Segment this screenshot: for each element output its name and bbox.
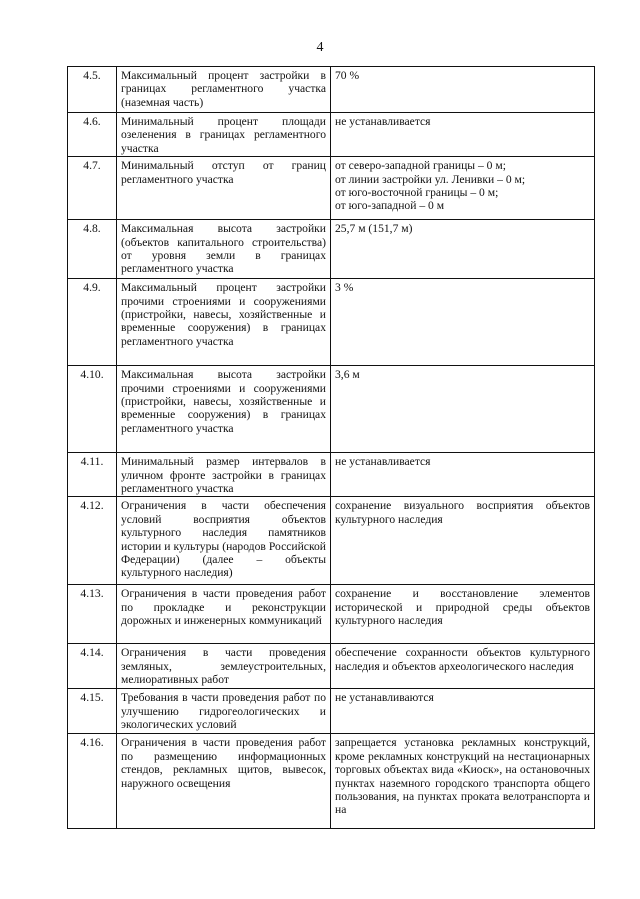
table-row [68, 644, 595, 689]
row-number: 4.8. [68, 220, 117, 279]
page-number: 4 [316, 40, 324, 55]
parameter-value [331, 497, 595, 585]
parameter-value [331, 453, 595, 497]
parameter-value [331, 585, 595, 644]
parameter-value [331, 734, 595, 829]
value-line: 25,7 м (151,7 м) [335, 222, 413, 236]
regulation-table [67, 66, 595, 829]
value-line: от северо-западной границы – 0 м; [335, 159, 506, 173]
table-row [68, 585, 595, 644]
table-row [68, 497, 595, 585]
table-row [68, 220, 595, 279]
row-number: 4.11. [68, 453, 117, 497]
value-line: от линии застройки ул. Ленивки – 0 м; [335, 172, 526, 186]
parameter-name: Минимальный размер интервалов в уличном фронте застройки в границах регламентного участка [117, 453, 331, 497]
row-number: 4.16. [68, 734, 117, 829]
parameter-name: Минимальный процент площади озеленения в границах регламентного участка [117, 113, 331, 157]
value-line: сохранение и восстановление элементов исторической и природной среды объектов культурного наследия [335, 587, 590, 628]
table-row [68, 113, 595, 157]
parameter-value [331, 366, 595, 453]
parameter-name: Максимальная высота застройки прочими строениями и сооружениями (пристройки, навесы, хозяйственные и временные сооружения) в границах регламентного участка [117, 366, 331, 453]
row-number: 4.15. [68, 689, 117, 734]
row-number: 4.13. [68, 585, 117, 644]
table-row [68, 689, 595, 734]
parameter-name: Максимальный процент застройки в границах регламентного участка (наземная часть) [117, 67, 331, 113]
value-line: запрещается установка рекламных конструкций, кроме рекламных конструкций на нестационарных торговых объектах вида «Киоск», на остановочных пунктах наземного городского транспорта общего пользования, на пунктах проката велотранспорта и на [335, 736, 590, 817]
value-line: от юго-восточной границы – 0 м; [335, 186, 499, 200]
value-line: от юго-западной – 0 м [335, 199, 445, 213]
row-number: 4.10. [68, 366, 117, 453]
parameter-value [331, 644, 595, 689]
value-line: не устанавливается [335, 115, 431, 128]
parameter-value [331, 220, 595, 279]
parameter-value [331, 157, 595, 220]
value-line: 3 % [335, 281, 354, 295]
value-line: 3,6 м [335, 368, 360, 382]
parameter-value [331, 67, 595, 113]
parameter-name: Максимальный процент застройки прочими строениями и сооружениями (пристройки, навесы, хозяйственные и временные сооружения) в границах регламентного участка [117, 279, 331, 366]
table-row [68, 67, 595, 113]
parameter-name: Требования в части проведения работ по улучшению гидрогеологических и экологических условий [117, 689, 331, 734]
parameter-value [331, 689, 595, 734]
table-row [68, 453, 595, 497]
table-row [68, 366, 595, 453]
parameter-name: Максимальная высота застройки (объектов капитального строительства) от уровня земли в границах регламентного участка [117, 220, 331, 279]
parameter-name: Ограничения в части проведения работ по размещению информационных стендов, рекламных щитов, вывесок, наружного освещения [117, 734, 331, 829]
parameter-name: Минимальный отступ от границ регламентного участка [117, 157, 331, 220]
row-number: 4.14. [68, 644, 117, 689]
value-line: не устанавливаются [335, 691, 434, 705]
parameter-value [331, 113, 595, 157]
parameter-name: Ограничения в части проведения работ по прокладке и реконструкции дорожных и инженерных коммуникаций [117, 585, 331, 644]
row-number: 4.6. [68, 113, 117, 157]
parameter-name: Ограничения в части проведения земляных, землеустроительных, мелиоративных работ [117, 644, 331, 689]
table-row [68, 157, 595, 220]
value-line: сохранение визуального восприятия объектов культурного наследия [335, 499, 590, 526]
row-number: 4.7. [68, 157, 117, 220]
row-number: 4.9. [68, 279, 117, 366]
table-row [68, 734, 595, 829]
parameter-name: Ограничения в части обеспечения условий восприятия объектов культурного наследия памятников истории и культуры (народов Российской Федерации) (далее – объекты культурного наследия) [117, 497, 331, 585]
value-line: не устанавливается [335, 455, 431, 469]
row-number: 4.5. [68, 67, 117, 113]
parameter-value [331, 279, 595, 366]
value-line: обеспечение сохранности объектов культурного наследия и объектов археологического наследия [335, 646, 590, 673]
table-row [68, 279, 595, 366]
row-number: 4.12. [68, 497, 117, 585]
value-line: 70 % [335, 69, 360, 82]
